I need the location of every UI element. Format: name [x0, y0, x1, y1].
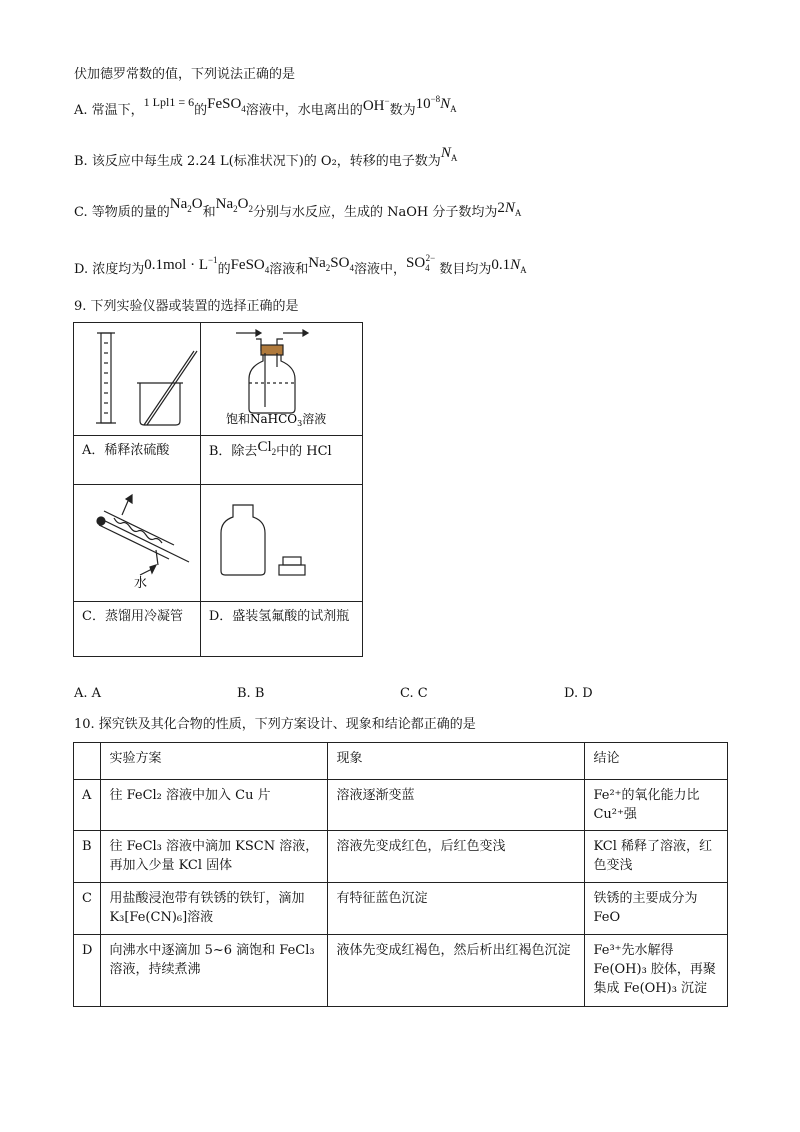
q10-row-key: A [74, 780, 101, 831]
q8-d-ion: $SO_4^{2-}$ [405, 253, 436, 273]
q8-d-s2: $Na_2SO_4$ [308, 255, 354, 273]
q8-option-a [74, 96, 457, 124]
q8-d-s1: FeSO$_4$ [230, 257, 270, 275]
q8-a-val: $10^{-8}N_A$ [415, 94, 457, 114]
q8-d-prefix: D. 浓度均为 [74, 262, 145, 277]
q9-b-solution-label: 饱和NaHCO$_3$溶液 [225, 412, 327, 428]
graduated-cylinder-beaker-illustration [74, 323, 199, 435]
q10-header-conclusion: 结论 [585, 743, 728, 780]
q10-row-phenomenon: 有特征蓝色沉淀 [328, 883, 585, 935]
q9-cell-a-image [74, 323, 201, 436]
q10-row-key: D [74, 935, 101, 1007]
q8-option-d [74, 255, 527, 283]
q9-label-b: B．除去$Cl_2$中的 HCl [200, 436, 362, 485]
table-row [74, 780, 728, 831]
q10-row-conclusion: KCl 稀释了溶液，红色变浅 [585, 831, 728, 883]
q8-b-text: B. 该反应中每生成 2.24 L(标准状况下)的 O₂，转移的电子数为 [74, 154, 441, 169]
q10-row-conclusion: Fe³⁺先水解得 Fe(OH)₃ 胶体，再聚集成 Fe(OH)₃ 沉淀 [585, 935, 728, 1007]
q8-d-mid: 溶液中， [353, 262, 406, 277]
q10-row-conclusion: Fe²⁺的氧化能力比 Cu²⁺强 [585, 780, 728, 831]
q8-d-tail: 数目均为 [439, 262, 492, 277]
q10-row-conclusion: 铁锈的主要成分为 FeO [585, 883, 728, 935]
q8-a-prefix: A. 常温下， [74, 103, 144, 118]
q8-option-c [74, 196, 522, 226]
q9-label-d: D．盛装氢氟酸的试剂瓶 [200, 602, 362, 657]
q9-apparatus-table [73, 322, 363, 657]
q8-d-conc: $0.1mol \cdot L^{-1}$ [144, 255, 218, 273]
q8-c-val: $2N_A$ [497, 200, 522, 218]
q9-option-b: B. B [237, 686, 265, 701]
q10-row-phenomenon: 溶液先变成红色，后红色变浅 [328, 831, 585, 883]
q8-option-b [74, 145, 458, 175]
reagent-bottle-illustration [201, 485, 361, 601]
table-row [74, 935, 728, 1007]
q10-row-key: B [74, 831, 101, 883]
q10-header-phenomenon: 现象 [328, 743, 585, 780]
q10-row-plan: 往 FeCl₃ 溶液中滴加 KSCN 溶液，再加入少量 KCl 固体 [101, 831, 328, 883]
q10-experiment-table [73, 742, 728, 1007]
q8-a-de: 的 [194, 103, 208, 118]
q9-title: 9. 下列实验仪器或装置的选择正确的是 [74, 299, 299, 314]
condenser-tube-illustration [74, 485, 199, 601]
table-row [74, 831, 728, 883]
q10-header-plan: 实验方案 [101, 743, 328, 780]
gas-washing-bottle-illustration [201, 323, 361, 435]
q10-row-plan: 往 FeCl₂ 溶液中加入 Cu 片 [101, 780, 328, 831]
q9-cell-c-image [74, 485, 201, 602]
q8-intro: 伏加德罗常数的值，下列说法正确的是 [74, 67, 296, 82]
q10-row-key: C [74, 883, 101, 935]
q8-c-prefix: C. 等物质的量的 [74, 205, 170, 220]
q9-label-a: A．稀释浓硫酸 [74, 436, 201, 485]
q8-b-na: $N_A$ [440, 145, 458, 163]
q9-option-c: C. C [400, 686, 428, 701]
q10-row-phenomenon: 液体先变成红褐色，然后析出红褐色沉淀 [328, 935, 585, 1007]
q10-header-row [74, 743, 728, 780]
q10-row-plan: 用盐酸浸泡带有铁锈的铁钉，滴加 K₃[Fe(CN)₆]溶液 [101, 883, 328, 935]
q10-title: 10. 探究铁及其化合物的性质，下列方案设计、现象和结论都正确的是 [74, 717, 476, 732]
q8-a-ion: OH− [362, 96, 390, 114]
q8-c-f1: $Na_2O$ [169, 196, 203, 214]
q9-cell-b-image [200, 323, 362, 436]
q8-c-f2: $Na_2O_2$ [215, 196, 253, 214]
q8-a-mid: 溶液中，水电离出的 [245, 103, 363, 118]
q9-label-c: C．蒸馏用冷凝管 [74, 602, 201, 657]
q9-option-a: A. A [74, 686, 102, 701]
q8-c-mid: 分别与水反应，生成的 NaOH 分子数均为 [252, 205, 498, 220]
q10-row-plan: 向沸水中逐滴加 5~6 滴饱和 FeCl₃ 溶液，持续煮沸 [101, 935, 328, 1007]
q8-a-num: 数为 [389, 103, 416, 118]
q10-row-phenomenon: 溶液逐渐变蓝 [328, 780, 585, 831]
q9-c-water-label: 水 [134, 576, 148, 591]
table-row [74, 883, 728, 935]
q9-option-d: D. D [564, 686, 593, 701]
q8-c-he: 和 [202, 205, 216, 220]
q8-d-he: 溶液和 [269, 262, 309, 277]
q8-d-de: 的 [217, 262, 231, 277]
q8-a-salt: FeSO$_4$ [207, 96, 246, 114]
q9-cell-d-image [200, 485, 362, 602]
q8-a-ph: 1 Lpl1 = 6 [143, 95, 195, 109]
q8-d-val: $0.1N_A$ [491, 257, 527, 275]
